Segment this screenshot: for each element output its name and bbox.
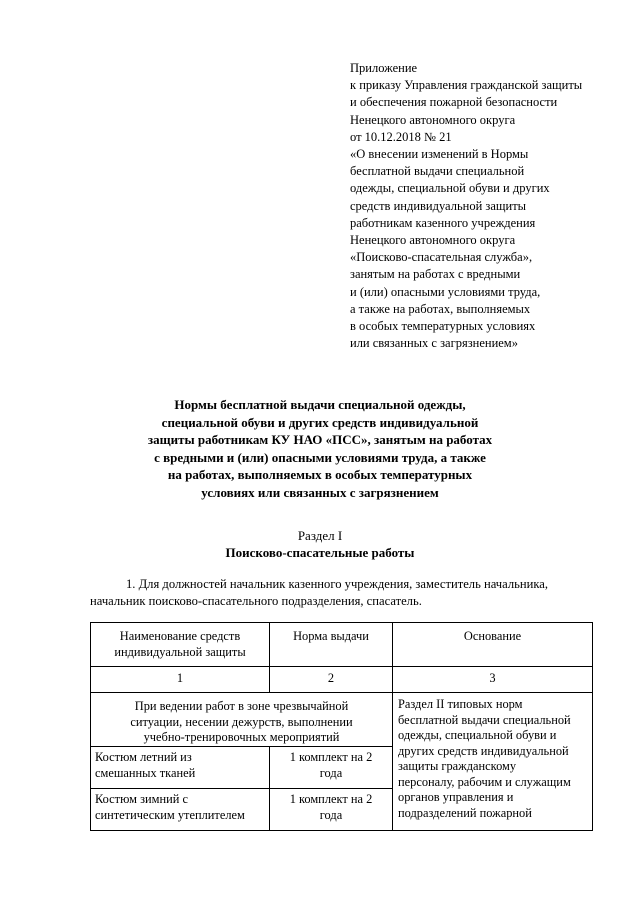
group-label-line: При ведении работ в зоне чрезвычайной	[134, 699, 349, 713]
basis-line: бесплатной выдачи специальной	[398, 712, 571, 727]
paragraph-line: начальник поисково-спасательного подразделения, спасатель.	[90, 594, 422, 608]
header-line: Основание	[463, 629, 522, 643]
appendix-line: «О внесении изменений в Нормы	[350, 147, 529, 162]
table-header-row	[91, 623, 593, 667]
appendix-line: средств индивидуальной защиты	[350, 198, 527, 213]
item-name-line: Костюм летний из	[95, 750, 192, 764]
title-line: специальной обуви и других средств индивидуальной	[161, 414, 479, 430]
appendix-line: или связанных с загрязнением»	[350, 336, 518, 351]
title-line: с вредными и (или) опасными условиями труда, а также	[154, 449, 486, 465]
basis-line: Раздел II типовых норм	[398, 697, 523, 711]
group-label-cell	[91, 693, 393, 747]
title-line: Нормы бесплатной выдачи специальной одежды,	[174, 397, 466, 412]
group-label-line: ситуации, несении дежурств, выполнении	[130, 714, 353, 729]
header-cell-basis	[393, 623, 593, 667]
appendix-line: работникам казенного учреждения	[350, 215, 536, 230]
item-name-line: синтетическим утеплителем	[95, 807, 245, 822]
column-number-cell: 1	[91, 667, 270, 693]
item-norm-cell	[270, 789, 393, 831]
appendix-line: а также на работах, выполняемых	[350, 301, 531, 316]
item-name-line: смешанных тканей	[95, 765, 196, 780]
basis-line: персоналу, рабочим и служащим	[398, 774, 571, 789]
paragraph-line: 1. Для должностей начальник казенного учреждения, заместитель начальника,	[126, 577, 549, 591]
appendix-line: от 10.12.2018 № 21	[350, 129, 452, 144]
item-norm-cell	[270, 747, 393, 789]
appendix-line: «Поисково-спасательная служба»,	[350, 250, 533, 265]
basis-line: других средств индивидуальной	[398, 743, 569, 758]
header-line: Наименование средств	[119, 629, 241, 643]
section-subheading: Поисково-спасательные работы	[225, 545, 415, 560]
item-name-cell	[91, 789, 270, 831]
title-line: на работах, выполняемых в особых температурных	[167, 467, 473, 482]
document-title	[100, 396, 540, 501]
appendix-line: в особых температурных условиях	[350, 319, 536, 334]
header-line: индивидуальной защиты	[114, 644, 246, 659]
appendix-line: Ненецкого автономного округа	[350, 233, 516, 248]
header-cell-name	[91, 623, 270, 667]
item-name-cell	[91, 747, 270, 789]
appendix-line: одежды, специальной обуви и других	[350, 181, 550, 196]
item-norm-line: года	[319, 765, 343, 780]
basis-line: органов управления и	[398, 790, 514, 804]
section-header	[100, 527, 540, 561]
appendix-line: и (или) опасными условиями труда,	[350, 284, 541, 299]
column-number-cell: 2	[270, 667, 393, 693]
item-norm-line: 1 комплект на 2	[289, 792, 373, 806]
ppe-norms-table	[90, 622, 593, 831]
column-number-cell: 3	[393, 667, 593, 693]
header-cell-norm	[270, 623, 393, 667]
header-line: Норма выдачи	[293, 629, 369, 643]
basis-cell	[393, 693, 593, 831]
column-number-row	[91, 667, 593, 693]
appendix-line: Ненецкого автономного округа	[350, 112, 516, 127]
basis-line: одежды, специальной обуви и	[398, 728, 557, 742]
appendix-line: занятым на работах с вредными	[350, 267, 521, 282]
item-name-line: Костюм зимний с	[95, 792, 188, 806]
item-norm-line: года	[319, 807, 343, 822]
basis-line: подразделений пожарной	[398, 805, 532, 820]
appendix-line: к приказу Управления гражданской защиты	[350, 78, 583, 93]
appendix-line: бесплатной выдачи специальной	[350, 164, 525, 179]
basis-line: защиты гражданскому	[398, 759, 517, 773]
appendix-line: Приложение	[350, 61, 418, 75]
appendix-block	[350, 60, 620, 352]
item-norm-line: 1 комплект на 2	[289, 750, 373, 764]
group-row	[91, 693, 593, 747]
paragraph-1	[90, 576, 610, 610]
title-line: защиты работникам КУ НАО «ПСС», занятым на работах	[147, 432, 493, 447]
section-heading: Раздел I	[297, 528, 343, 543]
appendix-line: и обеспечения пожарной безопасности	[350, 95, 558, 110]
title-line: условиях или связанных с загрязнением	[201, 484, 439, 500]
group-label-line: учебно-тренировочных мероприятий	[143, 730, 340, 744]
